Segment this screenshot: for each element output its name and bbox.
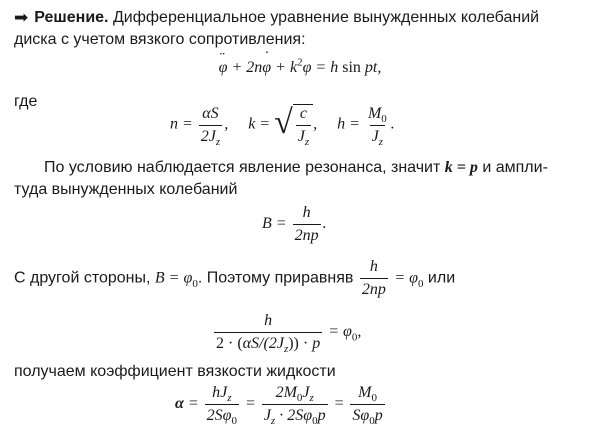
amplitude-formula: B = $\frac{h}{2np}$ . xyxy=(262,204,327,244)
amplitude-text: туда вынужденных колебаний xyxy=(14,181,238,198)
solution-heading: Решение. xyxy=(34,9,109,26)
resonance-equation: $\frac{h}{2 \cdot (\alpha S/(2J_z)) \cdot p}$ = $\varphi_0$, xyxy=(216,312,362,356)
coefficient-text: получаем коэффициент вязкости жидкости xyxy=(14,363,336,380)
arrow-right-icon: ➡ xyxy=(14,8,29,27)
equation-motion: φ ¨ + 2nφ ˙ + $k^2\varphi = h$ sin pt, xyxy=(0,58,600,78)
alpha-formula: α = $\frac{hJ_z}{2S\varphi_0}$ = $\frac{2M_0J_z}{J_z \cdot 2S\varphi_0p}$ = $\frac{M_0}{S\varphi_0p}$ xyxy=(175,384,383,428)
sqrt-c-over-j: √ $\frac{c}{J_z}$ xyxy=(274,104,313,146)
intro-text-1: Дифференциальное уравнение вынужденных колебаний xyxy=(112,9,540,26)
intro-text-2: диска с учетом вязкого сопротивления: xyxy=(14,31,306,48)
definitions-line: n = $\frac{\alpha S}{2J_z}$ , k = √ $\frac{c}{J_z}$ , h = $\frac{M_0}{J_z}$ . xyxy=(170,104,395,149)
equate-text: С другой стороны, $B = \varphi_0$. Поэтому приравняв $\frac{h}{2np}$ = $\varphi_0$ или xyxy=(14,258,456,298)
where-label: где xyxy=(14,93,38,110)
fraction-n: $\frac{\alpha S}{2J_z}$ xyxy=(200,104,221,148)
resonance-text: По условию наблюдается явление резонанса, значит k = p и ампли- xyxy=(44,159,548,176)
solution-heading-line xyxy=(14,7,586,28)
fraction-h: $\frac{M_0}{J_z}$ xyxy=(367,104,387,148)
